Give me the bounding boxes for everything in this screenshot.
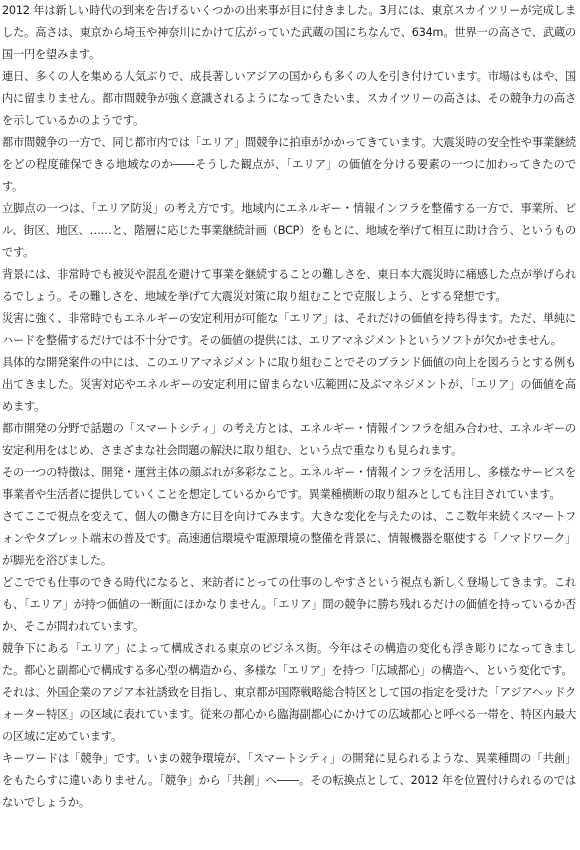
paragraph: 都市間競争の一方で、同じ都市内では「エリア」間競争に拍車がかかってきています。大震災時の安全性や事業継続をどの程度確保できる地域なのか――そうした観点が、「エリア」の価値を分ける要素の一つに加わってきたのです。 [2, 136, 576, 193]
paragraph: 災害に強く、非常時でもエネルギーの安定利用が可能な「エリア」は、それだけの価値を持ち得ます。ただ、単純にハードを整備するだけでは不十分です。その価値の提供には、エリアマネジメントというソフトが欠かせません。 [2, 312, 576, 347]
paragraph: キーワードは「競争」です。いまの競争環境が、「スマートシティ」の開発に見られるような、異業種間の「共創」をもたらすに違いありません。「競争」から「共創」へ――。その転換点として、2012 年を位置付けられるのではないでしょうか。 [2, 752, 576, 809]
paragraph: 競争下にある「エリア」によって構成される東京のビジネス街。今年はその構造の変化も浮き彫りになってきました。都心と副都心で構成する多心型の構造から、多様な「エリア」を持つ「広域都心」の構造へ、という変化です。 [2, 642, 576, 677]
paragraph: 背景には、非常時でも被災や混乱を避けて事業を継続することの難しさを、東日本大震災時に痛感した点が挙げられるでしょう。その難しさを、地域を挙げて大震災対策に取り組むことで克服しよう、とする発想です。 [2, 268, 576, 303]
paragraph: それは、外国企業のアジア本社誘致を目指し、東京都が国際戦略総合特区として国の指定を受けた「アジアヘッドクォーター特区」の区域に表れています。従来の都心から臨海副都心にかけての広域都心と呼べる一帯を、特区内最大の区域に定めています。 [2, 686, 576, 743]
paragraph: 立脚点の一つは、「エリア防災」の考え方です。地域内にエネルギー・情報インフラを整備する一方で、事業所、ビル、街区、地区、……と、階層に応じた事業継続計画（BCP）をもとに、地域を挙げて相互に助け合う、というものです。 [2, 202, 576, 259]
paragraph: 2012 年は新しい時代の到来を告げるいくつかの出来事が目に付きました。3月には、東京スカイツリーが完成しました。高さは、東京から埼玉や神奈川にかけて広がっていた武蔵の国にちなんで、634m。世界一の高さで、武蔵の国一円を望みます。 [2, 4, 576, 61]
paragraph: 連日、多くの人を集める人気ぶりで、成長著しいアジアの国からも多くの人を引き付けています。市場はもはや、国内に留まりません。都市間競争が強く意識されるようになってきたいま、スカイツリーの高さは、その競争力の高さを示しているかのようです。 [2, 70, 576, 127]
paragraph: 具体的な開発案件の中には、このエリアマネジメントに取り組むことでそのブランド価値の向上を図ろうとする例も出てきました。災害対応やエネルギーの安定利用に留まらない広範囲に及ぶマネジメントが、「エリア」の価値を高めます。 [2, 356, 576, 413]
paragraph: 都市開発の分野で話題の「スマートシティ」の考え方とは、エネルギー・情報インフラを組み合わせ、エネルギーの安定利用をはじめ、さまざまな社会問題の解決に取り組む、という点で重なりも見られます。 [2, 422, 576, 457]
paragraph: その一つの特徴は、開発・運営主体の顔ぶれが多彩なこと。エネルギー・情報インフラを活用し、多様なサービスを事業者や生活者に提供していくことを想定しているからです。異業種横断の取り組みとしても注目されています。 [2, 466, 576, 501]
paragraph: さてここで視点を変えて、個人の働き方に目を向けてみます。大きな変化を与えたのは、ここ数年来続くスマートフォンやタブレット端末の普及です。高速通信環境や電源環境の整備を背景に、情報機器を駆使する「ノマドワーク」が脚光を浴びました。 [2, 510, 576, 567]
paragraph: どこででも仕事のできる時代になると、来訪者にとっての仕事のしやすさという視点も新しく登場してきます。これも、「エリア」が持つ価値の一断面にほかなりません。「エリア」間の競争に勝ち残れるだけの価値を持っているか否か、そこが問われています。 [2, 576, 576, 633]
